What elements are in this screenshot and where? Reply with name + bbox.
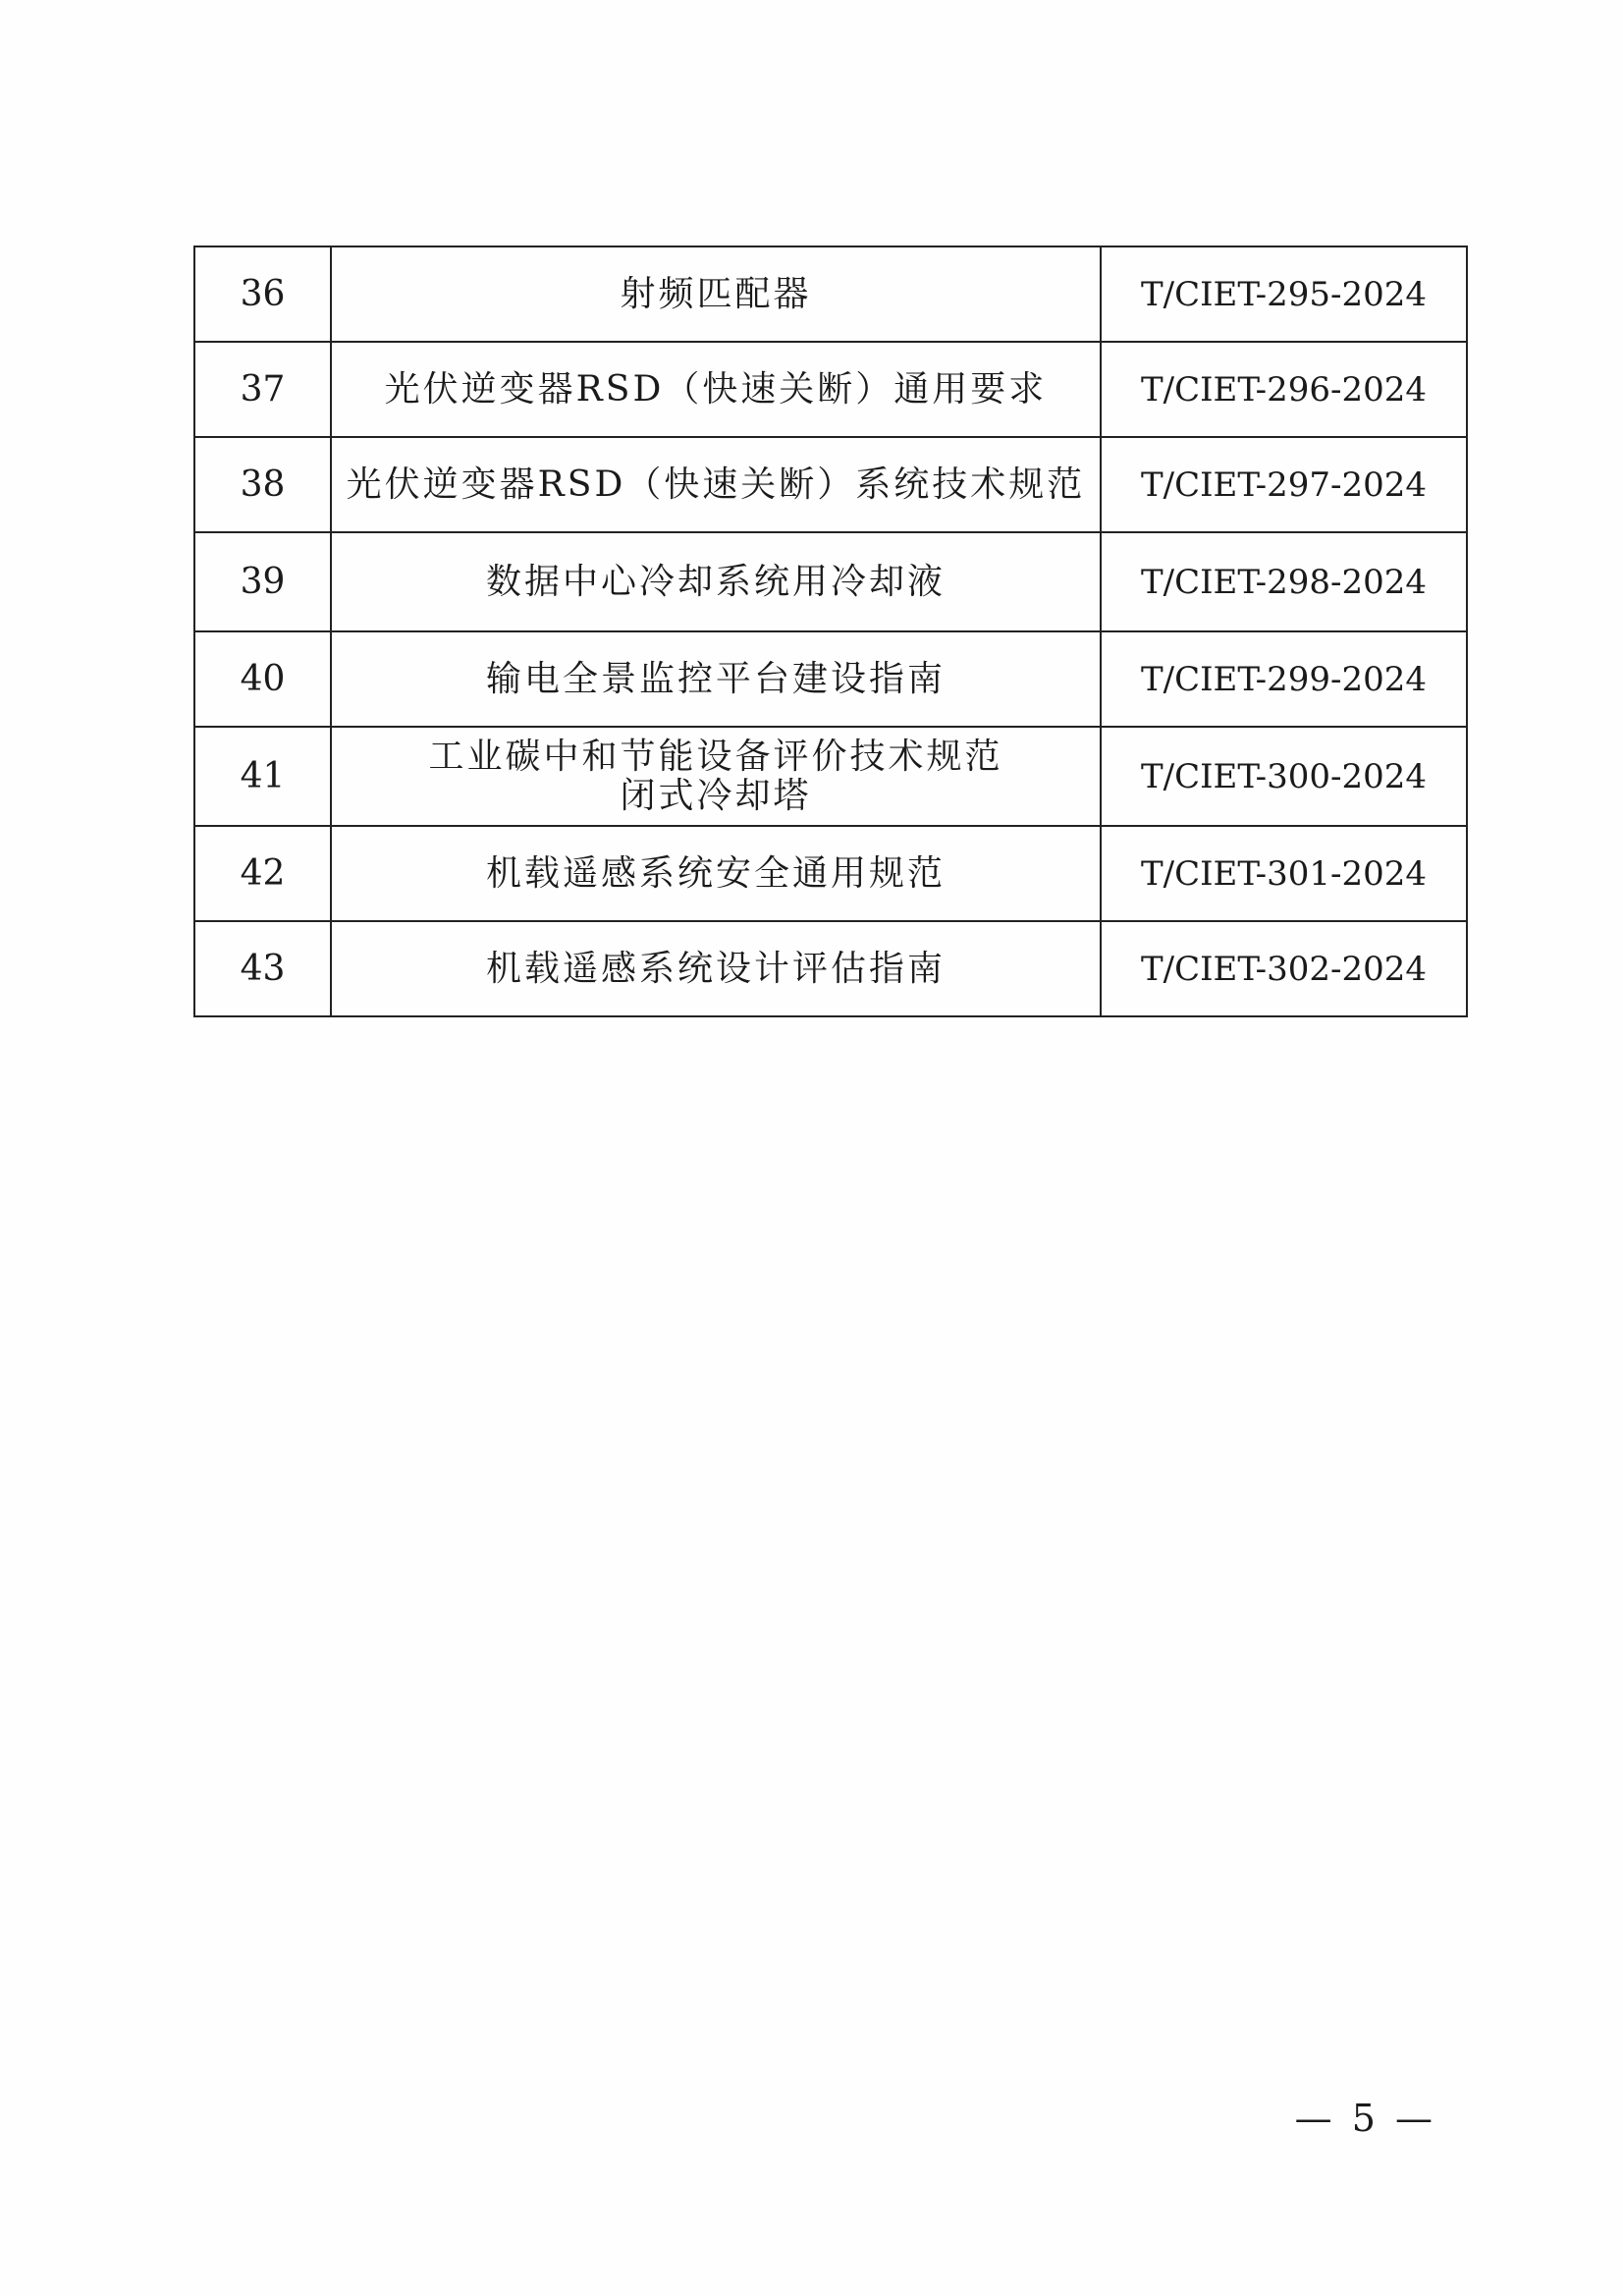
standard-name-line: 射频匹配器 [620, 273, 812, 314]
standard-name [331, 342, 1101, 437]
standard-code: T/CIET-296-2024 [1101, 342, 1467, 437]
standards-table [193, 246, 1468, 1017]
table-row [194, 246, 1467, 342]
standard-name-line: 闭式冷却塔 [620, 775, 812, 816]
standard-name-line: 机载遥感系统安全通用规范 [485, 852, 946, 894]
standard-code: T/CIET-302-2024 [1101, 921, 1467, 1016]
standard-code: T/CIET-297-2024 [1101, 437, 1467, 532]
standard-name-line: 机载遥感系统设计评估指南 [485, 948, 946, 989]
table-row [194, 727, 1467, 826]
table-row [194, 826, 1467, 921]
row-number: 41 [194, 727, 331, 826]
table-row [194, 437, 1467, 532]
standard-name [331, 246, 1101, 342]
standard-name-line: 光伏逆变器RSD（快速关断）通用要求 [384, 368, 1048, 410]
row-number: 36 [194, 246, 331, 342]
standard-name [331, 921, 1101, 1016]
row-number: 38 [194, 437, 331, 532]
standard-name [331, 727, 1101, 826]
standard-name [331, 532, 1101, 631]
row-number: 40 [194, 631, 331, 727]
standard-code: T/CIET-300-2024 [1101, 727, 1467, 826]
standard-name [331, 826, 1101, 921]
standard-name-line: 光伏逆变器RSD（快速关断）系统技术规范 [346, 464, 1086, 505]
row-number: 43 [194, 921, 331, 1016]
standard-code: T/CIET-301-2024 [1101, 826, 1467, 921]
row-number: 39 [194, 532, 331, 631]
table-row [194, 532, 1467, 631]
standards-table-body [194, 246, 1467, 1016]
standard-name-line: 输电全景监控平台建设指南 [485, 658, 946, 699]
standard-name-line: 工业碳中和节能设备评价技术规范 [428, 736, 1003, 777]
standard-code: T/CIET-298-2024 [1101, 532, 1467, 631]
table-row [194, 631, 1467, 727]
row-number: 37 [194, 342, 331, 437]
page-number: — 5 — [1294, 2097, 1436, 2140]
standard-name-line: 数据中心冷却系统用冷却液 [485, 561, 946, 602]
standard-code: T/CIET-295-2024 [1101, 246, 1467, 342]
standard-name [331, 437, 1101, 532]
standard-code: T/CIET-299-2024 [1101, 631, 1467, 727]
standard-name [331, 631, 1101, 727]
table-row [194, 921, 1467, 1016]
table-row [194, 342, 1467, 437]
row-number: 42 [194, 826, 331, 921]
